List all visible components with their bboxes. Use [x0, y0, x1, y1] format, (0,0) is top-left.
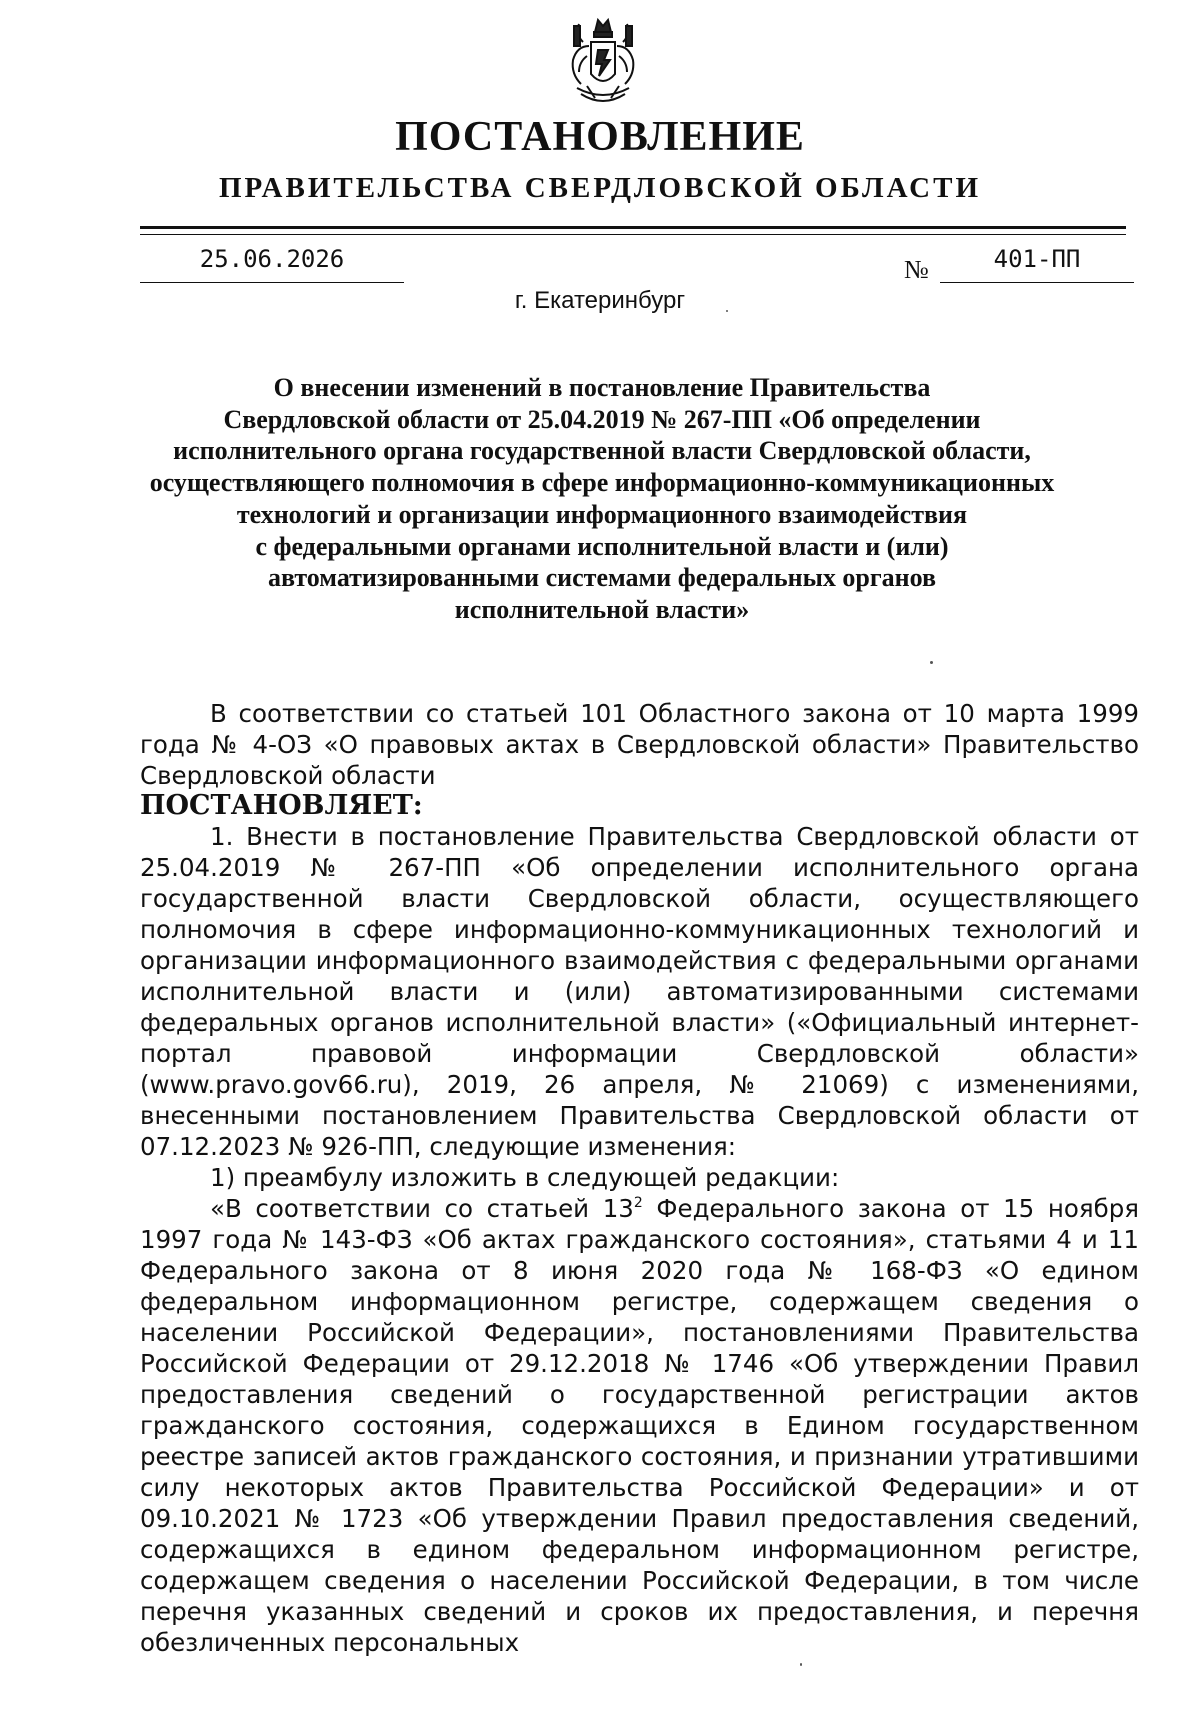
title-line: О внесении изменений в постановление Правительства	[273, 373, 931, 402]
title-line: Свердловской области от 25.04.2019 № 267-ПП «Об определении	[223, 404, 981, 434]
scan-speck	[930, 661, 933, 664]
number-sign: №	[904, 255, 929, 284]
document-title	[120, 372, 1084, 626]
scan-speck	[726, 310, 728, 312]
document-date: 25.06.2026	[140, 242, 404, 283]
issuing-authority: ПРАВИТЕЛЬСТВА СВЕРДЛОВСКОЙ ОБЛАСТИ	[218, 172, 982, 204]
preamble-paragraph: В соответствии со статьей 101 Областного закона от 10 марта 1999 года № 4-ОЗ «О правовых актах в Свердловской области» Правительство Свердловской области	[140, 699, 1139, 790]
decree-word: ПОСТАНОВЛЯЕТ:	[140, 790, 423, 821]
title-line: осуществляющего полномочия в сфере информационно-коммуникационных	[149, 468, 1055, 498]
document-body	[140, 698, 1139, 1658]
title-line: исполнительной власти»	[454, 594, 750, 624]
subitem-1-paragraph: 1) преамбулу изложить в следующей редакции:	[210, 1163, 840, 1192]
quote-start: «В соответствии со статьей 13	[210, 1194, 634, 1223]
item-1-paragraph: 1. Внести в постановление Правительства Свердловской области от 25.04.2019 № 267-ПП «Об определении исполнительного органа государственной власти Свердловской области, осуществляющего полномочия в сфере информационно-коммуникационных технологий и организации информационного взаимодействия с федеральными органами исполнительной власти и (или) автоматизированными системами федеральных органов исполнительной власти» («Официальный интернет-портал правовой информации Свердловской области» (www.pravo.gov66.ru), 2019, 26 апреля, № 21069) с изменениями, внесенными постановлением Правительства Свердловской области от 07.12.2023 № 926-ПП, следующие изменения:	[140, 822, 1139, 1161]
coat-of-arms-icon	[565, 12, 641, 120]
document-number: 401-ПП	[940, 242, 1134, 283]
document-type-heading: ПОСТАНОВЛЕНИЕ	[395, 114, 805, 160]
header-rule-thick	[140, 226, 1126, 229]
title-line: исполнительного органа государственной власти Свердловской области,	[173, 436, 1031, 466]
title-line: с федеральными органами исполнительной власти и (или)	[255, 531, 949, 561]
title-line: технологий и организации информационного взаимодействия	[236, 499, 968, 529]
article-superscript: 2	[633, 1195, 643, 1211]
quoted-preamble-paragraph	[140, 1193, 1139, 1658]
header-rule-thin	[140, 234, 1126, 235]
title-line: автоматизированными системами федеральных органов	[267, 563, 937, 593]
quote-rest: Федерального закона от 15 ноября 1997 года № 143-ФЗ «Об актах гражданского состояния», статьями 4 и 11 Федерального закона от 8 июня 2020 года № 168-ФЗ «О едином федеральном информационном регистре, содержащем сведения о населении Российской Федерации», постановлениями Правительства Российской Федерации от 29.12.2018 № 1746 «Об утверждении Правил предоставления сведений о государственной регистрации актов гражданского состояния, содержащихся в Едином государственном реестре записей актов гражданского состояния, и признании утратившими силу некоторых актов Правительства Российской Федерации» и от 09.10.2021 № 1723 «Об утверждении Правил предоставления сведений, содержащихся в едином федеральном информационном регистре, содержащем сведения о населении Российской Федерации, в том числе перечня указанных сведений и сроков их предоставления, и перечня обезличенных персональных	[140, 1194, 1140, 1657]
scan-speck	[800, 1663, 802, 1666]
city-of-issue: г. Екатеринбург	[514, 287, 686, 314]
